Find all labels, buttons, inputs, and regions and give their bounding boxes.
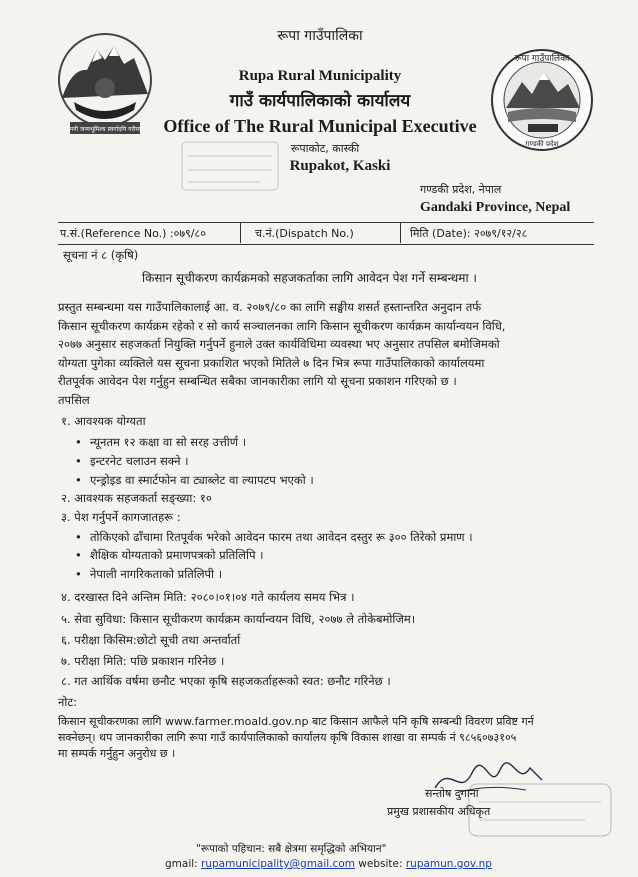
address-en: Rupakot, Kaski (289, 158, 391, 174)
section-qualification: १. आवश्यक योग्यता (61, 414, 146, 428)
note-line: सक्नेछन्। थप जानकारीका लागि रूपा गाउँ कार्यपालिकाको कार्यालय कृषि विकास शाखा वा सम्पर्क नं ९८५६०७३१०५ (58, 731, 517, 744)
list-item-text: इन्टरनेट चलाउन सक्ने । (90, 454, 189, 468)
office-name-en: Office of The Rural Municipal Executive (163, 116, 477, 136)
stamp-impression (180, 140, 280, 192)
note-text (58, 714, 598, 762)
svg-text:जननी जन्मभूमिश्च स्वर्गादपि गर: जननी जन्मभूमिश्च स्वर्गादपि गरीयसी (65, 126, 145, 133)
ref-bottom-rule (58, 244, 594, 245)
gmail-label: gmail: (165, 858, 202, 870)
list-item-text: तोकिएको ढाँचामा रितपूर्वक भरेको आवेदन फारम तथा आवेदन दस्तुर रू ३०० तिरेको प्रमाण । (90, 530, 473, 544)
list-item (76, 548, 264, 563)
paragraph-line: रीतपूर्वक आवेदन पेश गर्नुहुन सम्बन्धित सबैका जानकारीका लागि यो सूचना प्रकाशन गरिएको छ । (58, 374, 457, 388)
note-line: किसान सूचीकरणका लागि www.farmer.moald.gov.np बाट किसान आफैले पनि कृषि सम्बन्धी विवरण प्रविष्ट गर्न (58, 715, 534, 728)
notice-paragraph (58, 298, 588, 409)
ref-divider (400, 223, 401, 243)
footer-slogan: "रूपाको पहिचान: सबै क्षेत्रमा समृद्धिको अभियान" (196, 843, 387, 855)
paragraph-line: तपसिल (58, 392, 90, 407)
paragraph-line: प्रस्तुत सम्बन्धमा यस गाउँपालिकालाई आ. व. २०७९/८० का लागि सङ्घीय शसर्त हस्तान्तरित अनुदान तर्फ (58, 300, 482, 314)
municipality-name-np: रूपा गाउँपालिका (277, 28, 363, 44)
province-en: Gandaki Province, Nepal (420, 200, 571, 215)
footer-contact (165, 858, 492, 870)
ref-divider (240, 223, 241, 243)
seal-text-bottom: गण्डकी प्रदेश (525, 140, 559, 148)
reference-number: प.सं.(Reference No.) :०७९/८० (60, 227, 206, 240)
section-exam-date: ७. परीक्षा मिति: पछि प्रकाशन गरिनेछ । (61, 654, 225, 668)
signatory-title: प्रमुख प्रशासकीय अधिकृत (387, 805, 491, 818)
list-item (76, 435, 246, 450)
list-item-text: एन्ड्रोइड वा स्मार्टफोन वा ट्याब्लेट वा ल्यापटप भएको । (90, 473, 314, 487)
section-auto-selection: ८. गत आर्थिक वर्षमा छनौट भएका कृषि सहजकर्ताहरूको स्वत: छनौट गरिनेछ । (61, 674, 391, 688)
address-np: रूपाकोट, कास्की (290, 142, 360, 155)
municipality-name-en: Rupa Rural Municipality (238, 68, 402, 84)
list-item-text: शैक्षिक योग्यताको प्रमाणपत्रको प्रतिलिपि । (90, 548, 264, 562)
seal-text-top: रूपा गाउँपालिका (514, 54, 570, 64)
list-item-text: न्यूनतम १२ कक्षा वा सो सरह उत्तीर्ण । (90, 435, 247, 449)
paragraph-line: २०७७ अनुसार सहजकर्ता नियुक्ति गर्नुपर्ने हुनाले उक्त कार्यविधिमा व्यवस्था भए अनुसार तपसिल बमोजिमको (58, 337, 500, 351)
list-item-text: नेपाली नागरिकताको प्रतिलिपी । (90, 567, 223, 581)
municipality-seal-logo (488, 46, 596, 154)
section-benefits: ५. सेवा सुविधा: किसान सूचीकरण कार्यक्रम कार्यान्वयन विधि, २०७७ ले तोकेबमोजिम। (61, 612, 416, 626)
note-heading: नोट: (58, 695, 78, 709)
list-item (76, 530, 473, 545)
office-name-np: गाउँ कार्यपालिकाको कार्यालय (229, 91, 411, 111)
section-deadline: ४. दरखास्त दिने अन्तिम मिति: २०८०।०१।०४ गते कार्यलय समय भित्र । (61, 590, 355, 604)
note-line: मा सम्पर्क गर्नुहुन अनुरोध छ । (58, 747, 176, 760)
section-documents: ३. पेश गर्नुपर्ने कागजातहरू : (61, 510, 181, 524)
signatory-name: सन्तोष दुगाना (425, 787, 479, 800)
province-np: गण्डकी प्रदेश, नेपाल (420, 183, 502, 196)
paragraph-line: किसान सूचीकरण कार्यक्रम रहेको र सो कार्य सञ्चालनका लागि किसान सूचीकरण कार्यक्रम कार्यान्वयन विधि, (58, 318, 506, 333)
dispatch-number: च.नं.(Dispatch No.) (255, 227, 354, 240)
notice-number: सूचना नं ८ (कृषि) (63, 248, 139, 262)
list-item (76, 454, 188, 469)
ref-top-rule (58, 222, 594, 223)
paragraph-line: योग्यता पुगेका व्यक्तिले यस सूचना प्रकाशित भएको मितिले ७ दिन भित्र रूपा गाउँपालिकाको कार्यालयमा (58, 355, 485, 370)
gmail-link[interactable]: rupamunicipality@gmail.com (201, 858, 355, 870)
section-facilitator-count: २. आवश्यक सहजकर्ता सङ्ख्या: १० (61, 491, 212, 505)
website-link[interactable]: rupamun.gov.np (405, 858, 492, 870)
section-exam-type: ६. परीक्षा किसिम:छोटो सूची तथा अन्तर्वार्ता (61, 633, 241, 647)
list-item (76, 473, 314, 488)
website-label: website: (354, 858, 406, 870)
nepal-emblem-logo (52, 28, 158, 138)
notice-subject: किसान सूचीकरण कार्यक्रमको सहजकर्ताका लागि आवेदन पेश गर्ने सम्बन्धमा । (142, 271, 477, 285)
letter-date: मिति (Date): २०७९/१२/२८ (410, 227, 528, 240)
list-item (76, 567, 222, 582)
